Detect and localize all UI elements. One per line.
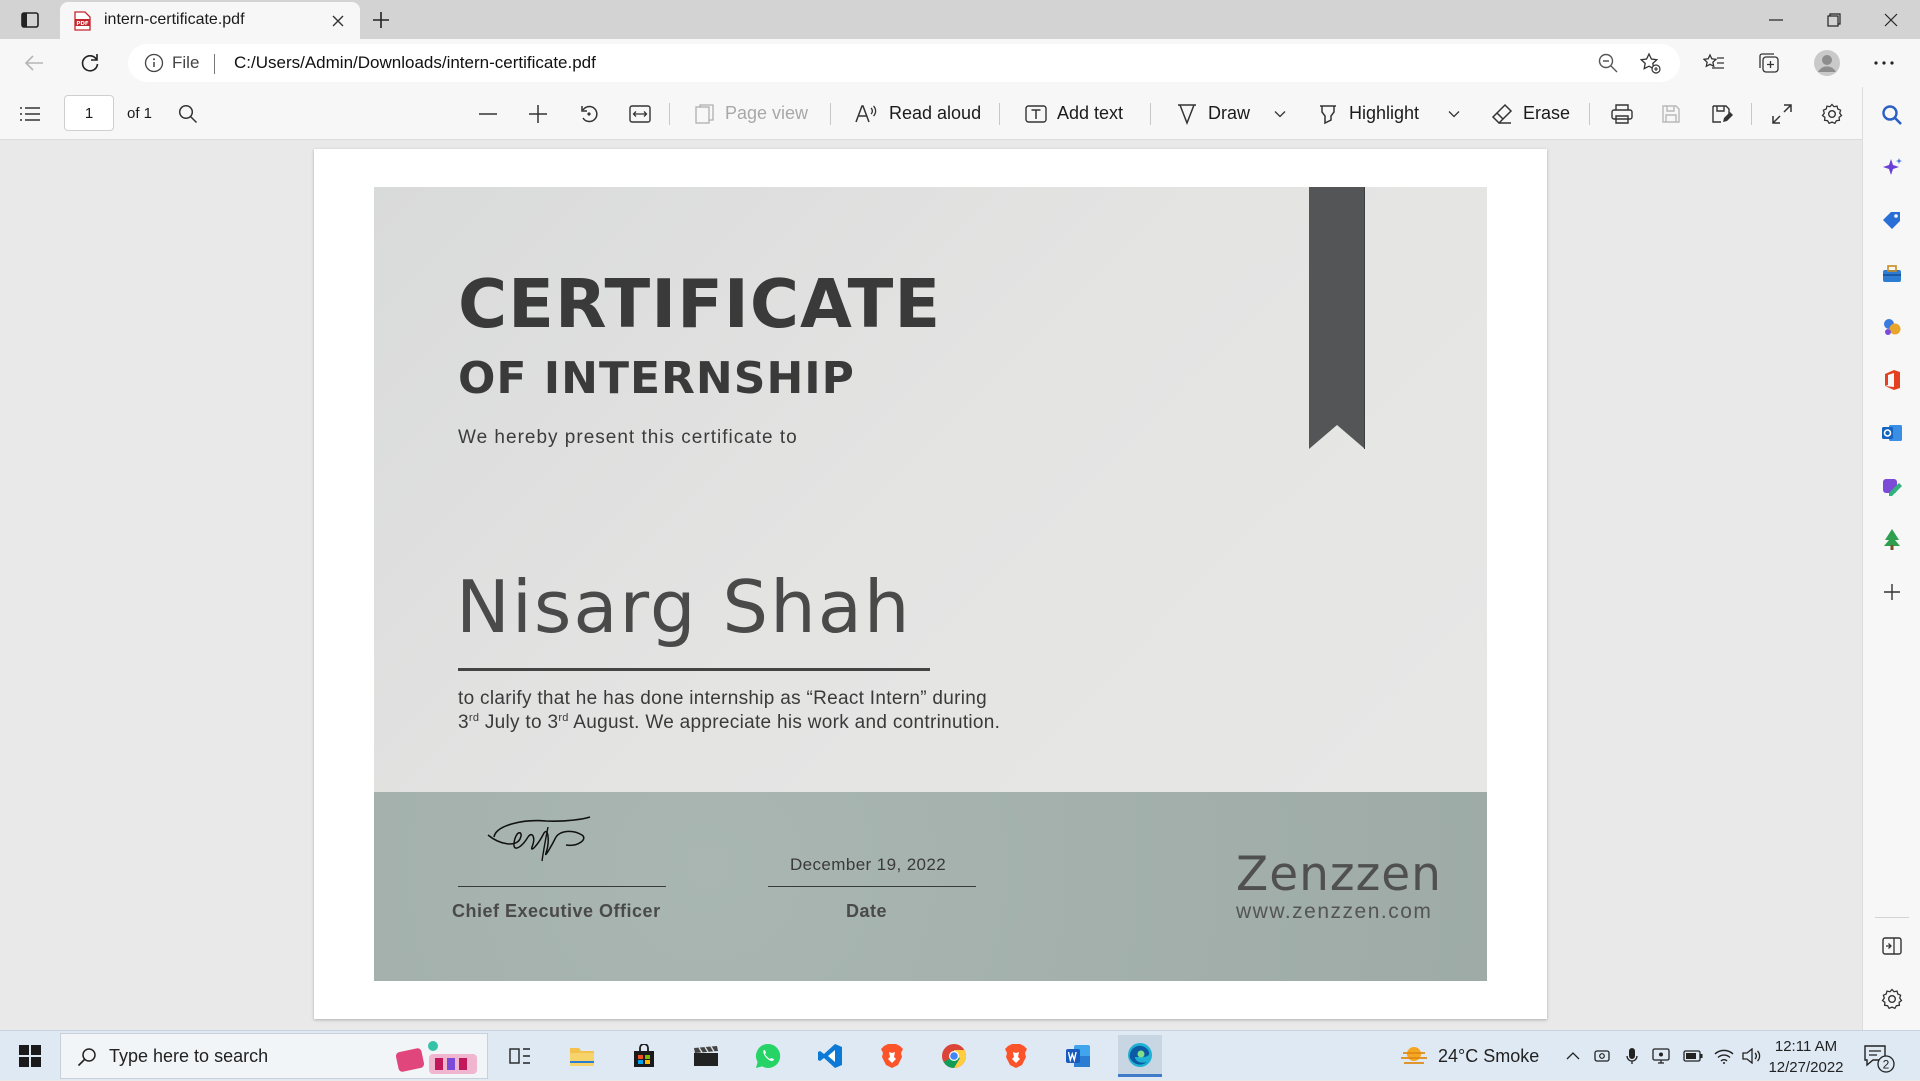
restore-button[interactable] xyxy=(1812,0,1856,39)
meet-now-tray[interactable] xyxy=(1591,1031,1613,1081)
sidebar-outlook-button[interactable] xyxy=(1876,417,1908,449)
file-explorer-app[interactable] xyxy=(560,1035,604,1077)
highlighter-icon xyxy=(1317,103,1339,125)
tab-title: intern-certificate.pdf xyxy=(104,11,245,28)
presentation-line: We hereby present this certificate to xyxy=(458,427,798,448)
certificate-subheading: OF INTERNSHIP xyxy=(458,353,855,404)
screen-share-tray[interactable] xyxy=(1650,1031,1672,1081)
gear-icon xyxy=(1881,988,1903,1010)
window-close-button[interactable] xyxy=(1869,0,1913,39)
sidebar-search-button[interactable] xyxy=(1876,99,1908,131)
show-hidden-icons-button[interactable] xyxy=(1562,1031,1584,1081)
arrow-left-icon xyxy=(24,54,44,72)
edge-icon xyxy=(1126,1041,1154,1069)
certificate xyxy=(374,187,1487,981)
collections-icon xyxy=(1758,52,1780,74)
fit-to-width-button[interactable] xyxy=(629,87,651,140)
address-separator xyxy=(214,54,215,74)
favorites-icon xyxy=(1703,53,1725,73)
sidebar-office-button[interactable] xyxy=(1876,364,1908,396)
svg-text:PDF: PDF xyxy=(76,21,89,27)
brave-browser-app[interactable] xyxy=(870,1035,914,1077)
page-view-label: Page view xyxy=(725,103,809,123)
refresh-button[interactable] xyxy=(74,47,106,79)
save-button[interactable] xyxy=(1661,87,1681,140)
chevron-up-icon xyxy=(1566,1052,1580,1060)
speaker-icon xyxy=(1742,1048,1762,1064)
brave-browser-app-2[interactable] xyxy=(994,1035,1038,1077)
notification-center-button[interactable] xyxy=(1862,1040,1896,1074)
weather-text: 24°C Smoke xyxy=(1438,1045,1540,1066)
toolbar-separator xyxy=(1150,103,1151,125)
zoom-out-icon xyxy=(1598,53,1618,73)
clock-date: 12/27/2022 xyxy=(1768,1059,1844,1076)
contents-button[interactable] xyxy=(20,87,40,140)
signatory-title: Chief Executive Officer xyxy=(452,901,661,921)
refresh-icon xyxy=(80,53,100,73)
pen-icon xyxy=(1176,103,1198,125)
taskbar-clock[interactable] xyxy=(1766,1036,1846,1078)
microphone-tray[interactable] xyxy=(1621,1031,1643,1081)
draw-options-dropdown[interactable] xyxy=(1274,87,1286,140)
pdf-toolbar xyxy=(0,87,1862,140)
chrome-app[interactable] xyxy=(932,1035,976,1077)
read-aloud-button[interactable] xyxy=(855,87,981,140)
eraser-icon xyxy=(1491,103,1513,125)
start-button[interactable] xyxy=(10,1031,50,1081)
full-screen-button[interactable] xyxy=(1772,87,1792,140)
start-day: 3 xyxy=(458,712,469,733)
issue-date: December 19, 2022 xyxy=(790,855,947,874)
plus-icon xyxy=(529,105,547,123)
sidebar-hide-button[interactable] xyxy=(1876,930,1908,962)
erase-label: Erase xyxy=(1523,103,1571,123)
more-icon xyxy=(1874,61,1894,65)
sidebar-settings-button[interactable] xyxy=(1876,983,1908,1015)
screen-icon xyxy=(1652,1048,1670,1064)
page-view-icon xyxy=(695,104,715,124)
tree-icon xyxy=(1882,528,1902,550)
vs-code-app[interactable] xyxy=(808,1035,852,1077)
whatsapp-app[interactable] xyxy=(746,1035,790,1077)
expand-icon xyxy=(1772,104,1792,124)
body-tail-text: August. We appreciate his work and contrinution. xyxy=(568,712,1001,733)
designer-icon xyxy=(1881,475,1903,497)
whatsapp-icon xyxy=(755,1043,781,1069)
save-icon xyxy=(1661,104,1681,124)
video-editor-app[interactable] xyxy=(684,1035,728,1077)
gear-icon xyxy=(1821,103,1843,125)
url-text[interactable]: C:/Users/Admin/Downloads/intern-certificate.pdf xyxy=(234,53,596,72)
erase-button[interactable] xyxy=(1491,87,1570,140)
edge-sidebar xyxy=(1862,87,1920,1030)
page-number-input[interactable]: 1 xyxy=(64,95,114,131)
clock-time: 12:11 AM xyxy=(1774,1038,1838,1055)
chevron-down-icon xyxy=(1448,110,1460,118)
windows-taskbar xyxy=(0,1030,1920,1080)
sidebar-discover-button[interactable] xyxy=(1876,152,1908,184)
games-icon xyxy=(1881,316,1903,338)
site-scheme-label: File xyxy=(172,53,200,72)
new-tab-button[interactable] xyxy=(366,6,396,34)
settings-more-button[interactable] xyxy=(1868,47,1900,79)
zoom-in-button[interactable] xyxy=(529,87,547,140)
notification-count: 2 xyxy=(1882,1057,1890,1072)
end-day: 3 xyxy=(547,712,559,733)
sidebar-tree-button[interactable] xyxy=(1876,523,1908,555)
info-icon xyxy=(144,53,164,73)
task-view-icon xyxy=(509,1046,531,1066)
toolbox-icon xyxy=(1881,264,1903,284)
edge-app-active[interactable] xyxy=(1118,1035,1162,1077)
camera-icon xyxy=(1594,1048,1610,1064)
page-count: of 1 xyxy=(127,105,153,122)
task-view-button[interactable] xyxy=(498,1035,542,1077)
search-icon xyxy=(178,104,198,124)
read-aloud-label: Read aloud xyxy=(889,103,982,123)
name-underline xyxy=(458,668,930,671)
certificate-body-text xyxy=(458,687,1000,735)
company-website: www.zenzzen.com xyxy=(1236,900,1433,923)
tab-actions-icon xyxy=(21,12,39,28)
vscode-icon xyxy=(817,1043,843,1069)
body-line-1: to clarify that he has done internship as “React Intern” during xyxy=(458,688,988,709)
windows-logo-icon xyxy=(19,1045,41,1067)
fit-width-icon xyxy=(629,105,651,123)
sidebar-games-button[interactable] xyxy=(1876,311,1908,343)
battery-tray[interactable] xyxy=(1682,1031,1704,1081)
toolbar-separator xyxy=(830,103,831,125)
wifi-tray[interactable] xyxy=(1713,1031,1735,1081)
sidebar-shopping-button[interactable] xyxy=(1876,205,1908,237)
sidebar-designer-button[interactable] xyxy=(1876,470,1908,502)
favorites-button[interactable] xyxy=(1698,47,1730,79)
recipient-name: Nisarg Shah xyxy=(456,565,912,649)
minus-icon xyxy=(479,113,497,115)
pdf-viewer[interactable] xyxy=(0,140,1862,1030)
toolbar-separator xyxy=(1751,103,1752,125)
highlight-button[interactable] xyxy=(1317,87,1419,140)
address-bar[interactable] xyxy=(128,44,1680,82)
highlight-options-dropdown[interactable] xyxy=(1448,87,1460,140)
add-text-button[interactable] xyxy=(1025,87,1123,140)
pdf-page xyxy=(314,149,1547,1019)
zoom-out-button[interactable] xyxy=(479,87,497,140)
end-day-suffix: rd xyxy=(558,712,569,724)
toolbar-separator xyxy=(669,103,670,125)
save-as-button[interactable] xyxy=(1711,87,1733,140)
outlook-icon xyxy=(1881,423,1903,443)
word-icon xyxy=(1065,1044,1091,1068)
clapperboard-icon xyxy=(693,1045,719,1067)
plus-icon xyxy=(372,11,390,29)
start-day-suffix: rd xyxy=(468,712,480,724)
table-of-contents-icon xyxy=(20,106,40,122)
folder-icon xyxy=(569,1045,595,1067)
read-aloud-icon xyxy=(855,104,879,124)
print-button[interactable] xyxy=(1611,87,1633,140)
minimize-icon xyxy=(1769,19,1783,21)
search-icon xyxy=(77,1047,97,1067)
sparkle-icon xyxy=(1881,157,1903,179)
wifi-icon xyxy=(1714,1048,1734,1064)
brave-icon xyxy=(1004,1043,1028,1069)
chevron-down-icon xyxy=(1274,110,1286,118)
close-icon xyxy=(1884,13,1898,27)
brave-icon xyxy=(880,1043,904,1069)
panel-collapse-icon xyxy=(1882,937,1902,955)
weather-widget[interactable] xyxy=(1400,1031,1539,1081)
add-text-icon xyxy=(1025,105,1047,123)
navigation-bar xyxy=(0,39,1920,87)
zoom-button[interactable] xyxy=(1592,47,1624,79)
draw-label: Draw xyxy=(1208,103,1251,123)
store-bag-icon xyxy=(632,1044,656,1068)
date-line xyxy=(768,886,976,887)
body-line-2 xyxy=(458,711,1000,735)
toolbar-separator xyxy=(1589,103,1590,125)
microsoft-store-app[interactable] xyxy=(622,1035,666,1077)
battery-icon xyxy=(1683,1050,1703,1062)
avatar-icon xyxy=(1813,49,1841,77)
star-add-icon xyxy=(1639,52,1661,74)
highlight-label: Highlight xyxy=(1349,103,1420,123)
pdf-settings-button[interactable] xyxy=(1821,87,1843,140)
taskbar-search-box[interactable] xyxy=(60,1033,488,1079)
search-icon xyxy=(1881,104,1903,126)
draw-button[interactable] xyxy=(1176,87,1250,140)
toolbar-separator xyxy=(999,103,1000,125)
haze-weather-icon xyxy=(1400,1044,1428,1068)
signature-image xyxy=(486,807,596,867)
restore-icon xyxy=(1827,13,1841,27)
company-logo-text: Zenzzen xyxy=(1236,847,1442,902)
minimize-button[interactable] xyxy=(1754,0,1798,39)
close-icon xyxy=(332,15,344,27)
sidebar-divider xyxy=(1875,917,1909,918)
sidebar-add-button[interactable] xyxy=(1876,576,1908,608)
rotate-button[interactable] xyxy=(579,87,599,140)
sidebar-tools-button[interactable] xyxy=(1876,258,1908,290)
taskbar-search-placeholder: Type here to search xyxy=(109,1046,269,1066)
add-text-label: Add text xyxy=(1057,103,1124,123)
microphone-icon xyxy=(1626,1047,1638,1065)
print-icon xyxy=(1611,104,1633,124)
page-view-button[interactable] xyxy=(695,87,808,140)
certificate-heading: CERTIFICATE xyxy=(458,265,942,343)
search-highlight-illustration-icon xyxy=(393,1038,483,1076)
collections-button[interactable] xyxy=(1753,47,1785,79)
back-button[interactable] xyxy=(18,47,50,79)
pdf-file-icon xyxy=(73,11,91,31)
site-info-button[interactable] xyxy=(144,53,199,73)
shopping-tag-icon xyxy=(1881,210,1903,232)
tab-close-button[interactable] xyxy=(326,9,350,33)
rotate-icon xyxy=(579,104,599,124)
volume-tray[interactable] xyxy=(1741,1031,1763,1081)
date-label: Date xyxy=(846,901,888,921)
office-icon xyxy=(1882,369,1902,391)
word-app[interactable] xyxy=(1056,1035,1100,1077)
ribbon-bookmark-decoration xyxy=(1309,187,1365,449)
plus-icon xyxy=(1884,584,1900,600)
signature-line xyxy=(458,886,666,887)
tab-actions-button[interactable] xyxy=(14,6,46,34)
body-middle-text: July to xyxy=(479,712,548,733)
add-favorite-button[interactable] xyxy=(1634,47,1666,79)
notification-icon xyxy=(1862,1040,1896,1074)
title-bar xyxy=(0,0,1920,39)
profile-button[interactable] xyxy=(1811,47,1843,79)
chrome-icon xyxy=(941,1043,967,1069)
browser-tab[interactable] xyxy=(60,2,360,39)
find-button[interactable] xyxy=(178,87,198,140)
save-as-icon xyxy=(1711,104,1733,124)
